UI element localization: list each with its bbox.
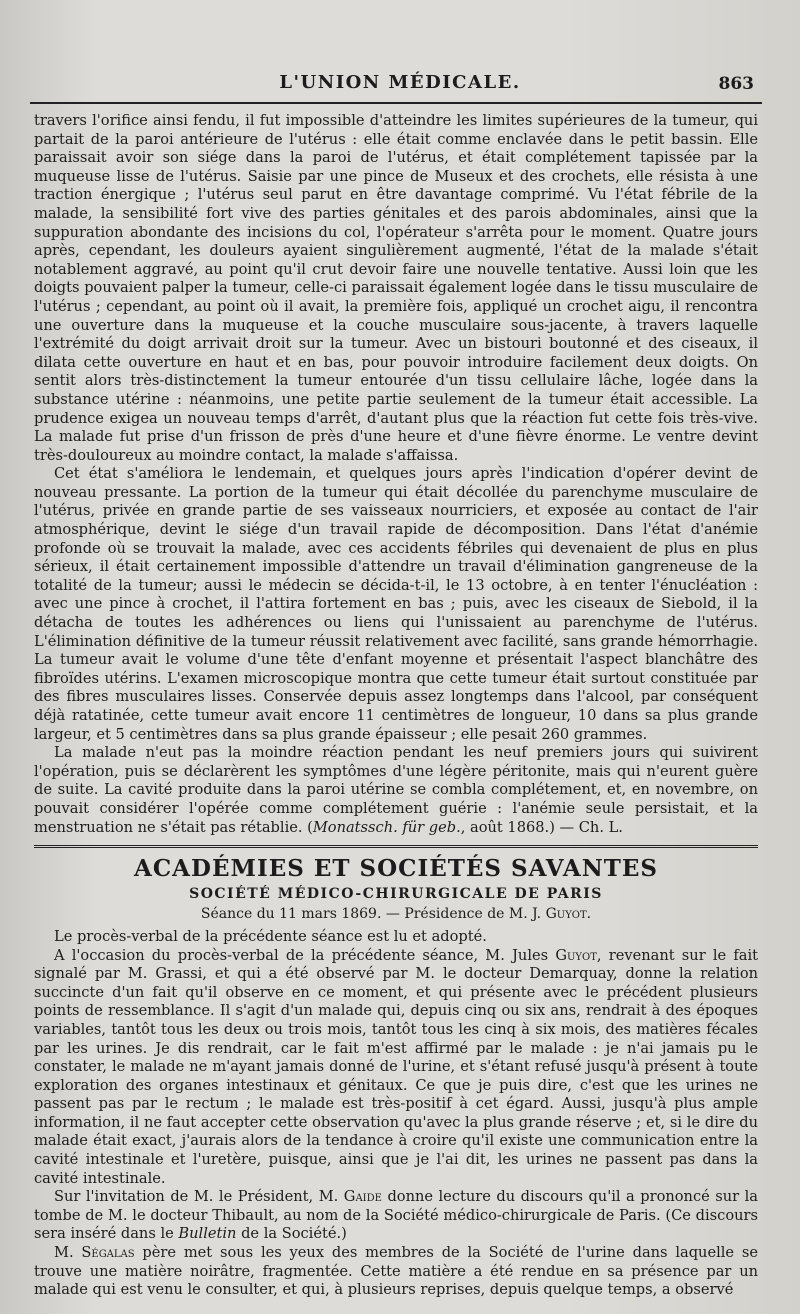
page-number: 863 xyxy=(718,74,754,94)
session-text: . xyxy=(586,906,592,923)
minutes-paragraph xyxy=(34,1244,758,1300)
minutes-paragraph xyxy=(34,947,758,1189)
article-paragraph xyxy=(34,744,758,837)
paragraph-text: donne lecture du discours qu'il a prononcé sur la tombe de M. le docteur Thibault, au nom de la Société médico-chirurgicale de Paris. (Ce discours sera inséré dans le xyxy=(34,1188,759,1243)
article-paragraph: Cet état s'améliora le lendemain, et quelques jours après l'indication d'opérer devint de nouveau pressante. La portion de la tumeur qui était décollée du parenchyme musculaire de l'utérus, privée en grande partie de ses vaisseaux nourriciers, et exposée au contact de l'air atmosphérique, devint le siége d'un travail rapide de décomposition. Dans l'état d'anémie profonde où se trouvait la malade, avec ces accidents fébriles qui devenaient de plus en plus sérieux, il était certainement impossible d'attendre un travail d'élimination gangreneuse de la totalité de la tumeur; aussi le médecin se décida-t-il, le 13 octobre, à en tenter l'énucléation : avec une pince à crochet, il l'attira fortement en bas ; puis, avec les ciseaux de Siebold, il la détacha de toutes les adhérences ou liens qui l'unissaient au parenchyme de l'utérus. L'élimination définitive de la tumeur réussit relativement avec facilité, sans grande hémorrhagie. La tumeur avait le volume d'une tête d'enfant moyenne et présentait l'aspect blanchâtre des fibroïdes utérins. L'examen microscopique montra que cette tumeur était surtout constituée par des fibres musculaires lisses. Conservée depuis assez longtemps dans l'alcool, par conséquent déjà ratatinée, cette tumeur avait encore 11 centimètres de longueur, 10 dans sa plus grande largeur, et 5 centimètres dans sa plus grande épaisseur ; elle pesait 260 grammes. xyxy=(34,465,758,743)
president-name: Guyot xyxy=(545,906,587,923)
section-divider xyxy=(34,845,758,848)
paragraph-text: M. xyxy=(54,1244,82,1262)
running-head xyxy=(40,72,760,98)
paragraph-text: , revenant sur le fait signalé par M. Grassi, et qui a été observé par M. le docteur Demarquay, donne la relation succincte d'un fait qu'il observe en ce moment, et qui présente avec le précédent plusieurs points de ressemblance. Il s'agit d'un malade qui, depuis cinq ou six ans, rendrait à des époques variables, tantôt tous les deux ou trois mois, tantôt tous les cinq à six mois, des matières fécales par les urines. Je dis rendrait, car le fait m'est affirmé par le malade : je n'ai jamais pu le constater, le malade ne m'ayant jamais donné de l'urine, et s'étant refusé jusqu'à présent à toute exploration des organes intestinaux et génitaux. Ce que je puis dire, c'est que les urines ne passent pas par le rectum ; le malade est très-positif à cet égard. Aussi, jusqu'à plus ample information, il ne faut accepter cette observation qu'avec la plus grande réserve ; et, si le dire du malade était exact, j'aurais alors de la tendance à croire qu'il existe une communication entre la cavité intestinale et l'uretère, puisque, ainsi que je l'ai dit, les urines ne passent pas dans la cavité intestinale. xyxy=(34,946,759,1187)
paragraph-text: Sur l'invitation de M. le Président, M. xyxy=(54,1188,344,1206)
journal-title: Bulletin xyxy=(178,1225,237,1243)
minutes-paragraph: Le procès-verbal de la précédente séance est lu et adopté. xyxy=(54,927,487,945)
member-name: Gaide xyxy=(343,1188,382,1206)
paragraph-text: La malade n'eut pas la moindre réaction pendant les neuf premiers jours qui suivirent l'opération, puis se déclarèrent les symptômes d'une légère péritonite, mais qui n'eurent guère de suite. La cavité produite dans la paroi utérine se combla complétement, et, en novembre, on pouvait considérer l'opérée comme complétement guérie : l'anémie seule persistait, et la menstruation ne s'était pas rétablie. ( xyxy=(34,744,758,836)
member-name: Guyot xyxy=(555,946,597,964)
paragraph-text: de la Société.) xyxy=(236,1225,347,1243)
article-paragraph: travers l'orifice ainsi fendu, il fut impossible d'atteindre les limites supérieures de la tumeur, qui partait de la paroi antérieure de l'utérus : elle était comme enclavée dans le petit bassin. Elle paraissait avoir son siége dans la paroi de l'utérus, et était complétement tapissée par la muqueuse lisse de l'utérus. Saisie par une pince de Museux et des crochets, elle résista à une traction énergique ; l'utérus seul parut en être davantage comprimé. Vu l'état fébrile de la malade, la sensibilité fort vive des parties génitales et des parois abdominales, ainsi que la suppuration abondante des incisions du col, l'opérateur s'arrêta pour le moment. Quatre jours après, cependant, les douleurs ayaient singulièrement augmenté, l'état de la malade s'était notablement aggravé, au point qu'il crut devoir faire une nouvelle tentative. Aussi loin que les doigts pouvaient palper la tumeur, celle-ci paraissait également logée dans le tissu musculaire de l'utérus ; cependant, au point où il avait, la première fois, appliqué un crochet aigu, il rencontra une ouverture dans la muqueuse et la couche musculaire sous-jacente, à travers laquelle l'extrémité du doigt arrivait droit sur la tumeur. Avec un bistouri boutonné et des ciseaux, il dilata cette ouverture en haut et en bas, pour pouvoir introduire facilement deux doigts. On sentit alors très-distinctement la tumeur entourée d'un tissu cellulaire lâche, logée dans la substance utérine : néanmoins, une petite partie seulement de la tumeur était accessible. La prudence exigea un nouveau temps d'arrêt, d'autant plus que la réaction fut cette fois très-vive. La malade fut prise d'un frisson de près d'une heure et d'une fièvre énorme. Le ventre devint très-douloureux au moindre contact, la malade s'affaissa. xyxy=(34,112,758,464)
section-title: ACADÉMIES ET SOCIÉTÉS SAVANTES xyxy=(134,855,658,883)
paragraph-text: A l'occasion du procès-verbal de la précédente séance, M. Jules xyxy=(54,946,556,964)
source-citation: Monatssch. für geb. xyxy=(312,818,461,836)
paragraph-text: père met sous les yeux des membres de la Société de l'urine dans laquelle se trouve une matière noirâtre, fragmentée. Cette matière a été rendue en sa présence par un malade qui est venu le consulter, et qui, à plusieurs reprises, depuis quelque temps, a observé xyxy=(34,1244,758,1299)
minutes-paragraph xyxy=(34,1188,758,1244)
paragraph-text: , août 1868.) — Ch. L. xyxy=(460,818,623,836)
header-rule xyxy=(30,102,762,104)
member-name: Ségalas xyxy=(81,1244,135,1262)
page-body xyxy=(34,112,758,1300)
session-line xyxy=(34,905,758,924)
society-title: SOCIÉTÉ MÉDICO-CHIRURGICALE DE PARIS xyxy=(189,885,603,902)
running-title: L'UNION MÉDICALE. xyxy=(279,72,521,93)
session-text: Séance du 11 mars 1869. — Présidence de M. J. xyxy=(200,906,546,923)
